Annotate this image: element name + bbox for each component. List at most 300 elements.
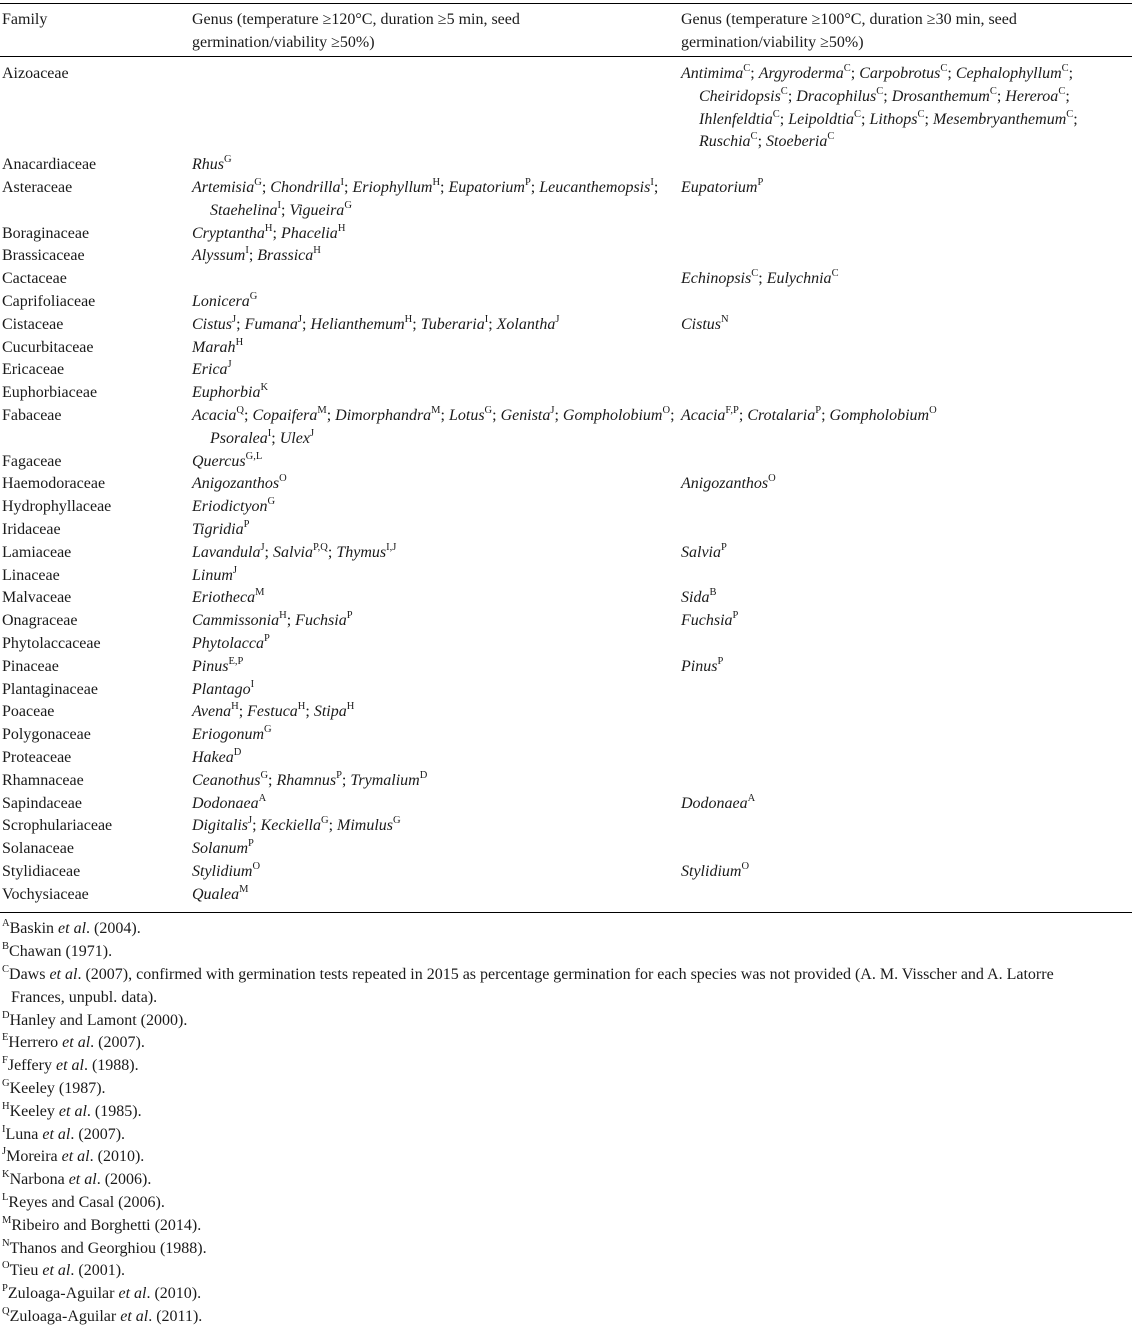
footnote-mark: N: [2, 1237, 10, 1249]
genus-100c-cell: [681, 633, 1132, 656]
reference-mark: C: [743, 63, 751, 74]
footnote: [2, 1283, 1111, 1306]
genus-100c-cell: [681, 223, 1132, 246]
footnote: [2, 1260, 1111, 1283]
table-row: [0, 815, 1132, 838]
reference-mark: H: [235, 336, 244, 348]
footnote-mark: E: [2, 1032, 9, 1044]
genus-name: Linum: [192, 566, 233, 584]
family-cell: Phytolaccaceae: [2, 634, 101, 652]
genus-entry: [192, 589, 264, 606]
genus-100c-cell: [681, 268, 1132, 291]
family-cell: Fagaceae: [2, 452, 62, 470]
genus-entry: [796, 85, 884, 105]
reference-mark: P: [524, 176, 531, 188]
genus-entry: [295, 612, 352, 629]
genus-name: Cistus: [681, 315, 722, 333]
genus-100c-cell: [681, 291, 1132, 314]
genus-name: Vigueira: [289, 201, 345, 219]
footnote-mark: C: [2, 964, 10, 976]
footnote-mark: A: [2, 918, 10, 930]
footnote-mark: K: [2, 1169, 10, 1181]
genus-name: Salvia: [681, 543, 721, 561]
table-row: [0, 268, 1132, 291]
table-row: [0, 633, 1132, 656]
reference-mark: J: [232, 564, 237, 576]
footnote-italic: et al: [58, 920, 87, 938]
table-body: [0, 57, 1132, 912]
genus-name: Stylidium: [192, 862, 253, 880]
genus-list: Acacia$^Q$; Copaifera$^M$; Dimorphandra$^M$; Lotus$^G$; Genista$^J$; Gompholobium$^O$; Psoralea$^I$; Ulex$^J$: [192, 404, 675, 447]
reference-mark: P: [243, 518, 250, 530]
genus-100c-cell: [681, 838, 1132, 861]
table-row: [0, 382, 1132, 405]
genus-entry: [192, 746, 242, 766]
genus-entry: [192, 247, 249, 264]
footnote-italic: et al: [118, 1285, 147, 1303]
header-genus-100c: [681, 9, 1132, 54]
genus-name: Dimorphandra: [335, 406, 432, 424]
genus-list: [192, 633, 681, 656]
family-cell: Polygonaceae: [2, 726, 91, 744]
genus-entry: [500, 404, 555, 424]
genus-list: Alyssum$^I$; Brassica$^H$: [192, 245, 321, 265]
footnote-text: Chawan (1971).: [9, 943, 113, 961]
reference-mark: P: [717, 655, 724, 667]
genus-entry: [192, 564, 237, 584]
family-cell: Malvaceae: [2, 589, 72, 607]
genus-120c-cell: [192, 633, 681, 656]
genus-list: Antimima$^C$; Argyroderma$^C$; Carpobrotus$^C$; Cephalophyllum$^C$; Cheiridopsis$^C$; Dracophilus$^C$; Drosanthemum$^C$; Hereroa$^C$; Ihlenfeldtia$^C$; Leipoldtia$^C$; Lithops$^C$; Mesembryanthemum$^C$; Ruschia$^C$; Stoeberia$^C$: [681, 63, 1078, 151]
genus-entry: [539, 176, 654, 196]
genus-name: Cephalophyllum: [955, 65, 1062, 82]
genus-list: Echinopsis$^C$; Eulychnia$^C$: [681, 268, 839, 288]
genus-100c-cell: [681, 724, 1132, 747]
family-cell: Lamiaceae: [2, 543, 72, 561]
genus-100c-cell: [681, 587, 1132, 610]
reference-mark: I: [650, 176, 654, 188]
genus-120c-cell: [192, 337, 681, 360]
genus-list: [192, 496, 681, 519]
reference-mark: C: [751, 268, 759, 280]
genus-100c-cell: [681, 793, 1132, 816]
genus-name: Ihlenfeldtia: [699, 110, 773, 128]
genus-100c-cell: [681, 519, 1132, 542]
genus-entry: [788, 108, 862, 128]
genus-list: Cryptantha$^H$; Phacelia$^H$: [192, 222, 346, 242]
genus-120c-cell: [192, 770, 681, 793]
reference-mark: I: [250, 678, 255, 690]
reference-mark: G: [249, 290, 258, 302]
genus-name: Acacia: [681, 406, 726, 424]
reference-mark: O: [741, 860, 750, 872]
genus-list: [192, 359, 681, 382]
genus-name: Copaifera: [252, 406, 318, 424]
genus-name: Cheiridopsis: [699, 87, 781, 105]
genus-entry: [681, 860, 750, 880]
genus-name: Gompholobium: [829, 406, 930, 424]
reference-mark: C: [989, 85, 997, 97]
genus-entry: [956, 65, 1069, 82]
genus-entry: [192, 290, 258, 310]
header-genus-100c-text: Genus (temperature ≥100°C, duration ≥30 min, seed germination/viability ≥50%): [681, 11, 1017, 51]
genus-entry: [496, 313, 560, 333]
footnote-text-after: . (2006).: [96, 1171, 152, 1189]
footnote-text: Reyes and Casal (2006).: [8, 1194, 165, 1212]
table-row: [0, 245, 1132, 268]
genus-entry: [310, 313, 413, 333]
footnote: [2, 1169, 1111, 1192]
table-row: [0, 291, 1132, 314]
genus-entry: [448, 404, 493, 424]
footnote-text: Jeffery: [7, 1057, 56, 1075]
footnote-text-after: . (2001).: [70, 1262, 126, 1280]
genus-name: Eriodictyon: [192, 498, 268, 516]
reference-mark: G: [393, 815, 401, 827]
genus-entry: [891, 85, 997, 105]
genus-120c-cell: [192, 63, 681, 154]
genus-name: Stipa: [313, 703, 347, 721]
genus-100c-cell: [681, 815, 1132, 838]
footnote: [2, 1124, 1111, 1147]
genus-100c-cell: [681, 177, 1132, 223]
genus-entry: [192, 541, 265, 561]
genus-100c-cell: [681, 473, 1132, 496]
genus-name: Fumana: [244, 315, 298, 333]
reference-mark: O: [279, 473, 287, 485]
reference-mark: H: [404, 313, 413, 325]
reference-mark: C: [843, 63, 851, 74]
reference-mark: J: [550, 404, 555, 416]
genus-list: [192, 565, 681, 588]
table-row: [0, 747, 1132, 770]
genus-100c-cell: [681, 245, 1132, 268]
reference-mark: C: [827, 131, 835, 143]
genus-entry: [257, 247, 321, 264]
genus-entry: [336, 541, 397, 561]
genus-name: Stoeberia: [766, 133, 828, 151]
reference-mark: P,Q: [313, 541, 328, 553]
reference-mark: O: [662, 404, 671, 416]
genus-name: Cammissonia: [192, 612, 280, 630]
genus-120c-cell: [192, 815, 681, 838]
genus-entry: [1005, 85, 1066, 105]
reference-mark: H: [279, 610, 287, 622]
footnote-text-after: . (1988).: [83, 1057, 139, 1075]
genus-100c-cell: [681, 770, 1132, 793]
genus-120c-cell: [192, 245, 681, 268]
footnote-text: Thanos and Georghiou (1988).: [9, 1239, 207, 1257]
genus-entry: [699, 108, 780, 128]
genus-name: Brassica: [257, 247, 314, 265]
reference-mark: A: [258, 792, 267, 804]
genus-entry: [681, 589, 716, 606]
reference-mark: D: [419, 769, 428, 781]
reference-mark: P: [721, 541, 727, 553]
genus-list: [681, 861, 1132, 884]
family-cell: Aizoaceae: [2, 65, 69, 82]
genus-name: Alyssum: [192, 247, 246, 265]
genus-120c-cell: [192, 291, 681, 314]
reference-mark: B: [709, 587, 717, 599]
footnote-mark: P: [2, 1283, 8, 1295]
genus-list: Lavandula$^J$; Salvia$^{P,Q}$; Thymus$^{I,J}$: [192, 541, 397, 561]
table-row: [0, 701, 1132, 724]
genus-name: Cryptantha: [192, 224, 265, 242]
reference-mark: J: [309, 427, 315, 439]
genus-entry: [681, 612, 738, 629]
genus-entry: [759, 65, 851, 82]
genus-entry: [681, 270, 758, 287]
footnote-mark: M: [2, 1214, 12, 1226]
reference-mark: G: [267, 496, 276, 508]
genus-entry: [192, 518, 250, 538]
family-cell: Rhamnaceae: [2, 771, 84, 789]
genus-name: Dodonaea: [681, 794, 748, 812]
genus-name: Leucanthemopsis: [539, 178, 651, 196]
genus-name: Pinus: [192, 657, 229, 675]
genus-entry: [270, 176, 344, 196]
genus-list: [681, 473, 1132, 496]
genus-100c-cell: [681, 359, 1132, 382]
reference-mark: G: [224, 154, 232, 166]
reference-mark: G: [344, 199, 352, 211]
genus-list: Cistus$^J$; Fumana$^J$; Helianthemum$^H$; Tuberaria$^I$; Xolantha$^J$: [192, 313, 560, 333]
footnote-text: Baskin: [9, 920, 59, 938]
family-cell: Boraginaceae: [2, 224, 90, 242]
genus-entry: [192, 361, 232, 378]
genus-name: Eriotheca: [192, 589, 256, 607]
reference-mark: O: [768, 473, 776, 485]
family-cell: Pinaceae: [2, 657, 59, 675]
genus-name: Phacelia: [280, 224, 338, 242]
reference-mark: H: [346, 701, 355, 713]
reference-mark: J: [555, 313, 560, 325]
genus-name: Genista: [500, 406, 551, 424]
reference-mark: H: [337, 222, 346, 234]
footnote-text-after: . (2011).: [148, 1308, 203, 1326]
reference-mark: I: [277, 199, 282, 211]
genus-entry: [192, 769, 269, 789]
genus-120c-cell: [192, 565, 681, 588]
footnote: [2, 1032, 1111, 1055]
genus-entry: [192, 678, 255, 698]
genus-name: Leipoldtia: [788, 110, 855, 128]
genus-name: Psoralea: [210, 429, 268, 447]
genus-name: Phytolacca: [192, 634, 264, 652]
genus-name: Acacia: [192, 406, 237, 424]
genus-entry: [280, 222, 346, 242]
genus-name: Anigozanthos: [192, 475, 280, 493]
genus-name: Cistus: [192, 315, 233, 333]
footnote-mark: Q: [2, 1306, 10, 1318]
genus-entry: [192, 450, 263, 470]
footnote-text: Luna: [5, 1125, 43, 1143]
genus-name: Qualea: [192, 885, 240, 903]
genus-name: Anigozanthos: [681, 475, 769, 493]
genus-name: Hereroa: [1005, 87, 1059, 105]
footnote: [2, 1238, 1111, 1261]
genus-120c-cell: [192, 382, 681, 405]
genus-entry: [192, 612, 287, 629]
genus-entry: [932, 108, 1074, 128]
table-row: [0, 359, 1132, 382]
footnote-mark: D: [2, 1009, 10, 1021]
table-row: [0, 451, 1132, 474]
genus-entry: [192, 840, 254, 857]
genus-entry: [261, 817, 329, 834]
genus-100c-cell: [681, 314, 1132, 337]
genus-name: Keckiella: [260, 817, 321, 835]
family-cell: Cistaceae: [2, 315, 64, 333]
table-row: [0, 724, 1132, 747]
table-row: [0, 610, 1132, 633]
footnote-italic: et al: [120, 1308, 149, 1326]
reference-mark: P: [346, 610, 353, 622]
genus-list: [192, 656, 681, 679]
genus-name: Xolantha: [496, 315, 556, 333]
footnote-text: Ribeiro and Borghetti (2014).: [11, 1216, 202, 1234]
genus-entry: [192, 156, 232, 173]
genus-entry: [192, 475, 287, 492]
table-row: [0, 838, 1132, 861]
footnote-italic: et al: [55, 1057, 84, 1075]
table-row: [0, 496, 1132, 519]
reference-mark: J: [260, 541, 265, 553]
genus-name: Avena: [192, 703, 232, 721]
genus-name: Pinus: [681, 657, 718, 675]
reference-mark: M: [239, 883, 249, 895]
genus-name: Staehelina: [210, 201, 278, 219]
genus-name: Mimulus: [337, 817, 394, 835]
genus-name: Stylidium: [681, 862, 742, 880]
genus-entry: [681, 792, 756, 812]
footnote: [2, 1146, 1111, 1169]
footnote-text-after: . (2007), confirmed with germination tests repeated in 2015 as percentage germination for each species was not provided (A. M. Visscher and A. Latorre Frances, unpubl. data).: [11, 966, 1054, 1006]
footnote-italic: et al: [42, 1262, 71, 1280]
genus-name: Drosanthemum: [891, 87, 990, 105]
genus-name: Ceanothus: [192, 771, 261, 789]
genus-name: Euphorbia: [192, 384, 261, 402]
reference-mark: N: [721, 313, 729, 325]
reference-mark: P: [263, 632, 270, 644]
reference-mark: G: [484, 404, 493, 416]
genus-entry: [420, 313, 489, 333]
genus-list: [681, 542, 1132, 565]
family-cell: Sapindaceae: [2, 794, 82, 812]
table-row: [0, 679, 1132, 702]
table-row: [0, 542, 1132, 565]
genus-120c-cell: [192, 610, 681, 633]
genus-120c-cell: [192, 177, 681, 223]
genus-list: Avena$^H$; Festuca$^H$; Stipa$^H$: [192, 701, 355, 721]
genus-100c-cell: [681, 747, 1132, 770]
reference-mark: P: [248, 838, 254, 850]
reference-mark: E,P: [228, 655, 244, 667]
footnote-text: Keeley (1987).: [9, 1080, 106, 1098]
genus-name: Echinopsis: [681, 270, 752, 288]
table-row: [0, 565, 1132, 588]
genus-list: [192, 679, 681, 702]
genus-name: Eriogonum: [192, 726, 264, 744]
genus-name: Trymalium: [350, 771, 420, 789]
footnote-text: Keeley: [9, 1102, 59, 1120]
genus-120c-cell: [192, 724, 681, 747]
genus-list: [192, 793, 681, 816]
genus-name: Festuca: [247, 703, 298, 721]
genus-entry: [192, 176, 262, 196]
family-cell: Proteaceae: [2, 748, 72, 766]
genus-120c-cell: [192, 451, 681, 474]
table-row: [0, 861, 1132, 884]
reference-mark: M: [317, 404, 327, 416]
genus-120c-cell: [192, 314, 681, 337]
genus-list: [192, 724, 681, 747]
table-row: [0, 405, 1132, 451]
genus-120c-cell: [192, 154, 681, 177]
genus-name: Fuchsia: [295, 612, 347, 630]
genus-100c-cell: [681, 610, 1132, 633]
genus-120c-cell: [192, 747, 681, 770]
footnote-text-after: . (2010).: [146, 1285, 202, 1303]
genus-entry: [192, 384, 268, 401]
reference-mark: C: [750, 131, 758, 143]
genus-name: Digitalis: [192, 817, 249, 835]
genus-name: Solanum: [192, 840, 248, 858]
genus-entry: [276, 769, 342, 789]
footnote-mark: O: [2, 1260, 10, 1272]
genus-name: Tuberaria: [420, 315, 485, 333]
footnote-text: Daws: [9, 966, 50, 984]
genus-name: Eupatorium: [681, 178, 758, 196]
family-cell: Anacardiaceae: [2, 156, 97, 174]
reference-mark: A: [747, 792, 756, 804]
genus-entry: [192, 404, 245, 424]
genus-name: Dodonaea: [192, 794, 259, 812]
genus-100c-cell: [681, 451, 1132, 474]
genus-entry: [192, 883, 249, 903]
reference-mark: C: [940, 63, 948, 74]
genus-entry: [681, 176, 764, 196]
footnote-italic: et al: [58, 1102, 87, 1120]
reference-mark: C: [854, 108, 862, 120]
reference-mark: C: [917, 108, 925, 120]
genus-120c-cell: [192, 359, 681, 382]
genus-entry: [192, 726, 272, 743]
genus-name: Lithops: [869, 110, 918, 128]
reference-mark: C: [876, 85, 884, 97]
reference-mark: I: [484, 313, 489, 325]
footnote-text: Tieu: [9, 1262, 43, 1280]
genus-100c-cell: [681, 884, 1132, 907]
table-row: [0, 770, 1132, 793]
reference-mark: C: [1058, 85, 1066, 97]
genus-entry: [192, 336, 244, 356]
reference-mark: C: [831, 268, 839, 280]
genus-entry: [829, 404, 937, 424]
footnote-mark: J: [2, 1146, 7, 1158]
genus-entry: [279, 427, 315, 447]
genus-list: [681, 793, 1132, 816]
reference-mark: C: [772, 108, 780, 120]
family-cell: Cucurbitaceae: [2, 338, 94, 356]
reference-mark: G: [264, 724, 272, 736]
genus-name: Tigridia: [192, 520, 244, 538]
genus-list: [681, 656, 1132, 679]
reference-mark: M: [431, 404, 441, 416]
genus-100c-cell: [681, 337, 1132, 360]
genus-entry: [747, 404, 822, 424]
